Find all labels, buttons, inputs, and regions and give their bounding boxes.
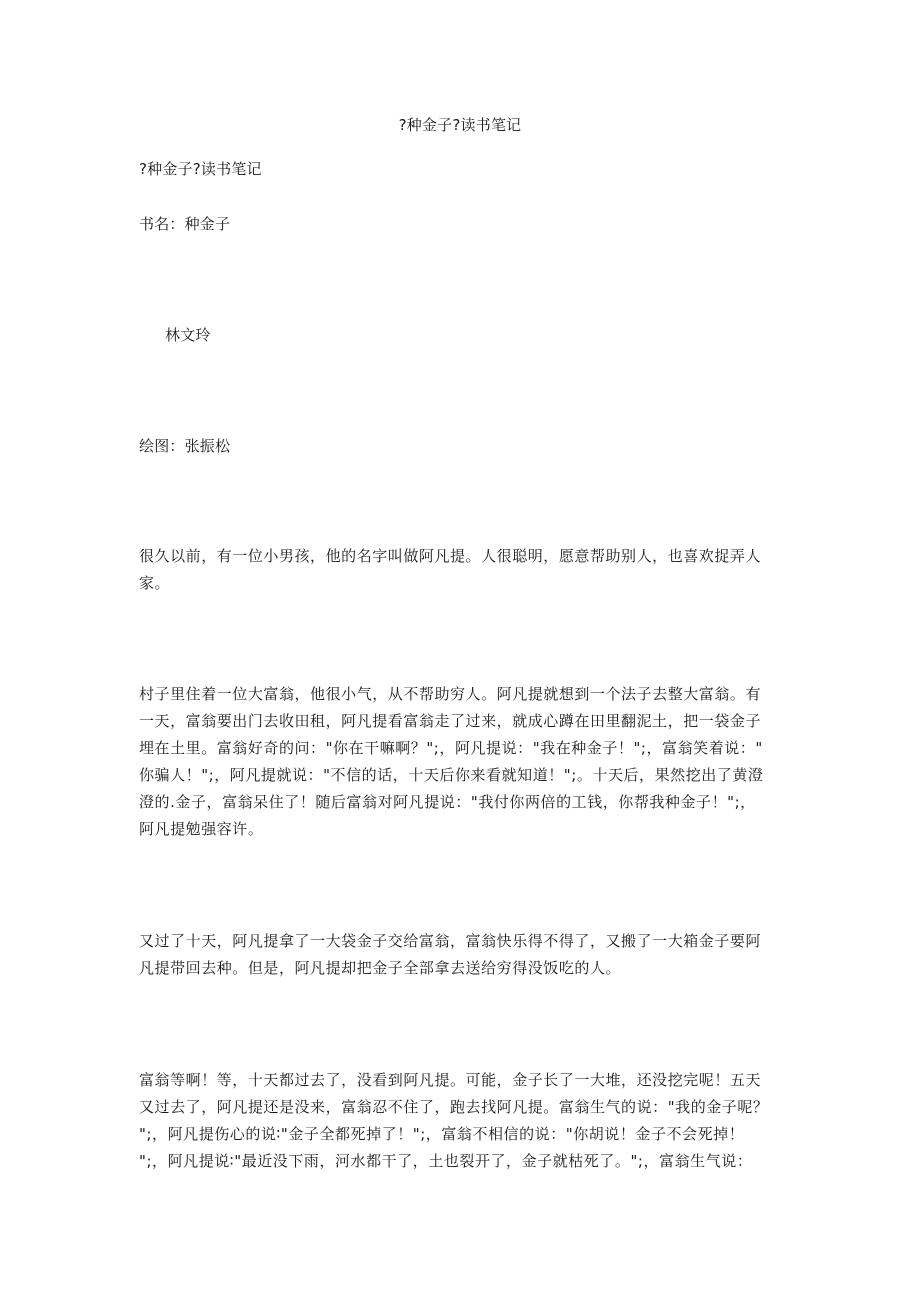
paragraph-3 [139,928,789,982]
paragraph-1 [139,543,789,597]
author-name: 林文玲 [165,326,211,344]
paragraph-4 [139,1067,789,1175]
paragraph-line: ";，阿凡提说∶"最近没下雨，河水都干了，土也裂开了，金子就枯死了。";，富翁生气说： [139,1152,753,1170]
paragraph-line: 阿凡提勉强容许。 [139,820,264,838]
paragraph-line: 富翁等啊！等，十天都过去了，没看到阿凡提。可能，金子长了一大堆，还没挖完呢！五天 [139,1071,762,1089]
paragraph-line: 你骗人！";，阿凡提就说："不信的话，十天后你来看就知道！";。十天后，果然挖出了黄澄 [139,766,764,784]
page-title: ?种金子?读书笔记 [398,116,522,134]
paragraph-line: 家。 [139,574,171,592]
paragraph-line: 很久以前，有一位小男孩，他的名字叫做阿凡提。人很聪明，愿意帮助别人，也喜欢捉弄人 [139,547,762,565]
document-subtitle: ?种金子?读书笔记 [139,160,262,178]
paragraph-line: ";，阿凡提伤心的说∶"金子全都死掉了！";，富翁不相信的说："你胡说！金子不会死掉！ [139,1125,745,1143]
paragraph-line: 村子里住着一位大富翁，他很小气，从不帮助穷人。阿凡提就想到一个法子去整大富翁。有 [139,685,762,703]
book-name: 书名：种金子 [139,215,231,233]
illustrator-credit: 绘图：张振松 [139,437,231,455]
paragraph-line: 埋在土里。富翁好奇的问："你在干嘛啊？";，阿凡提说："我在种金子！";，富翁笑着说：" [139,739,763,757]
paragraph-line: 一天，富翁要出门去收田租，阿凡提看富翁走了过来，就成心蹲在田里翻泥土，把一袋金子 [139,712,762,730]
paragraph-line: 凡提带回去种。但是，阿凡提却把金子全部拿去送给穷得没饭吃的人。 [139,959,622,977]
paragraph-2 [139,681,789,843]
paragraph-line: 又过了十天，阿凡提拿了一大袋金子交给富翁，富翁快乐得不得了，又搬了一大箱金子要阿 [139,932,762,950]
paragraph-line: 澄的.金子，富翁呆住了！随后富翁对阿凡提说："我付你两倍的工钱，你帮我种金子！";， [139,793,756,811]
paragraph-line: 又过去了，阿凡提还是没来，富翁忍不住了，跑去找阿凡提。富翁生气的说："我的金子呢？ [139,1098,769,1116]
